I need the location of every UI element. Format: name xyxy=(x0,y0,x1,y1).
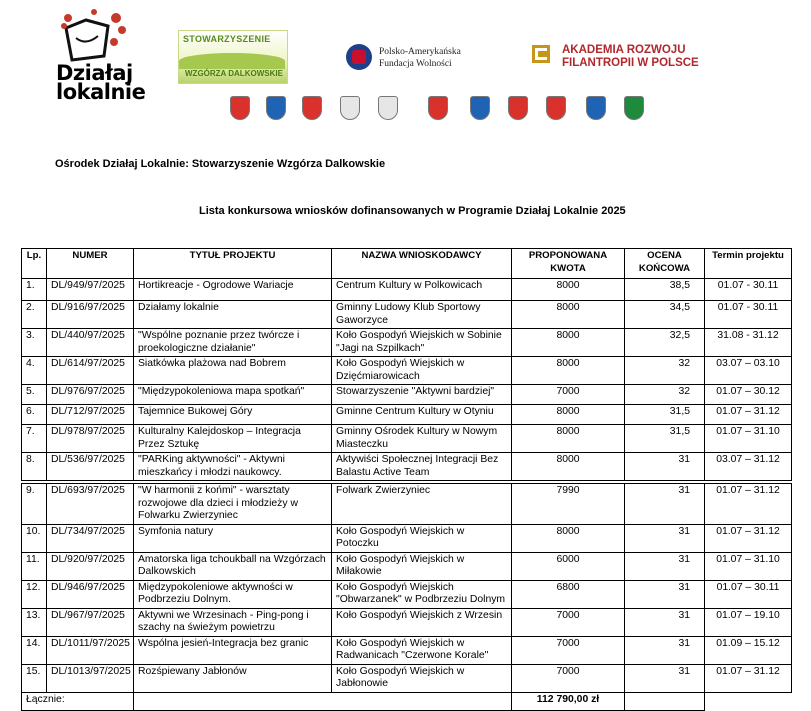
cell-ocena: 32,5 xyxy=(625,329,705,357)
cell-kwota: 8000 xyxy=(512,301,625,329)
cell-numer: DL/916/97/2025 xyxy=(47,301,134,329)
arfp-logo-line1: AKADEMIA ROZWOJU xyxy=(562,44,686,56)
table-row xyxy=(22,329,792,357)
cell-termin: 01.07 – 30.12 xyxy=(705,385,792,405)
cell-lp: 13. xyxy=(22,608,47,636)
cell-lp: 11. xyxy=(22,552,47,580)
cell-ocena: 31 xyxy=(625,453,705,481)
cell-kwota: 7990 xyxy=(512,484,625,525)
table-row xyxy=(22,279,792,301)
cell-nazwa: Koło Gospodyń Wiejskich "Obwarzanek" w Podbrzeziu Dolnym xyxy=(332,580,512,608)
header-numer: NUMER xyxy=(47,249,134,279)
cell-termin: 01.07 - 30.11 xyxy=(705,301,792,329)
stowarzyszenie-logo-line2: WZGÓRZA DALKOWSKIE xyxy=(185,69,283,78)
cell-nazwa: Koło Gospodyń Wiejskich z Wrzesin xyxy=(332,608,512,636)
cell-tytul: Tajemnice Bukowej Góry xyxy=(134,405,332,425)
header-ocena: OCENA KOŃCOWA xyxy=(625,249,705,279)
total-label: Łącznie: xyxy=(22,692,134,710)
cell-numer: DL/1011/97/2025 xyxy=(47,636,134,664)
cell-termin: 01.07 – 30.11 xyxy=(705,580,792,608)
pafw-logo-line1: Polsko-Amerykańska xyxy=(379,47,461,57)
cell-numer: DL/712/97/2025 xyxy=(47,405,134,425)
cell-tytul: "PARKing aktywności" - Aktywni mieszkańcy i młodzi naukowcy. xyxy=(134,453,332,481)
cell-termin: 03.07 – 31.12 xyxy=(705,453,792,481)
centre-name: Ośrodek Działaj Lokalnie: Stowarzyszenie Wzgórza Dalkowskie xyxy=(55,158,386,170)
coat-of-arms-icon xyxy=(508,96,528,120)
cell-tytul: Aktywni we Wrzesinach - Ping-pong i szachy na świeżym powietrzu xyxy=(134,608,332,636)
cell-tytul: Działamy lokalnie xyxy=(134,301,332,329)
cell-numer: DL/614/97/2025 xyxy=(47,357,134,385)
cell-nazwa: Stowarzyszenie "Aktywni bardziej" xyxy=(332,385,512,405)
cell-lp: 14. xyxy=(22,636,47,664)
cell-kwota: 7000 xyxy=(512,608,625,636)
cell-lp: 6. xyxy=(22,405,47,425)
stowarzyszenie-logo-line1: STOWARZYSZENIE xyxy=(183,34,271,44)
dzialaj-lokalnie-logo xyxy=(56,8,146,108)
table-row xyxy=(22,580,792,608)
table-row xyxy=(22,608,792,636)
cell-ocena: 31 xyxy=(625,484,705,525)
cell-kwota: 8000 xyxy=(512,524,625,552)
cell-nazwa: Koło Gospodyń Wiejskich w Miłakowie xyxy=(332,552,512,580)
cell-termin: 03.07 – 03.10 xyxy=(705,357,792,385)
cell-kwota: 8000 xyxy=(512,405,625,425)
table-row xyxy=(22,484,792,525)
cell-nazwa: Gminne Centrum Kultury w Otyniu xyxy=(332,405,512,425)
table-row xyxy=(22,453,792,481)
cell-nazwa: Koło Gospodyń Wiejskich w Jabłonowie xyxy=(332,664,512,692)
pafw-logo xyxy=(346,44,486,72)
cell-termin: 01.07 – 31.12 xyxy=(705,405,792,425)
cell-kwota: 8000 xyxy=(512,357,625,385)
cell-nazwa: Aktywiści Społecznej Integracji Bez Balastu Active Team xyxy=(332,453,512,481)
cell-kwota: 8000 xyxy=(512,425,625,453)
cell-numer: DL/734/97/2025 xyxy=(47,524,134,552)
pafw-flag-icon xyxy=(352,50,366,64)
table-header-row xyxy=(22,249,792,279)
cell-numer: DL/976/97/2025 xyxy=(47,385,134,405)
coat-of-arms-icon xyxy=(586,96,606,120)
cell-ocena: 31 xyxy=(625,552,705,580)
cell-kwota: 8000 xyxy=(512,329,625,357)
cell-kwota: 7000 xyxy=(512,636,625,664)
cell-termin: 31.08 - 31.12 xyxy=(705,329,792,357)
cell-nazwa: Centrum Kultury w Polkowicach xyxy=(332,279,512,301)
cell-tytul: Symfonia natury xyxy=(134,524,332,552)
coat-of-arms-icon xyxy=(470,96,490,120)
cell-ocena: 31 xyxy=(625,580,705,608)
cell-numer: DL/1013/97/2025 xyxy=(47,664,134,692)
cell-numer: DL/946/97/2025 xyxy=(47,580,134,608)
cell-numer: DL/536/97/2025 xyxy=(47,453,134,481)
cell-ocena: 32 xyxy=(625,357,705,385)
table-row xyxy=(22,357,792,385)
table-row xyxy=(22,405,792,425)
cell-tytul: Rozśpiewany Jabłonów xyxy=(134,664,332,692)
cell-lp: 5. xyxy=(22,385,47,405)
cell-lp: 9. xyxy=(22,484,47,525)
coat-of-arms-icon xyxy=(624,96,644,120)
stowarzyszenie-logo xyxy=(178,30,288,84)
cell-numer: DL/920/97/2025 xyxy=(47,552,134,580)
table-row xyxy=(22,301,792,329)
cell-ocena: 31 xyxy=(625,608,705,636)
cell-termin: 01.07 – 31.12 xyxy=(705,524,792,552)
cell-lp: 1. xyxy=(22,279,47,301)
cell-lp: 8. xyxy=(22,453,47,481)
cell-ocena: 31,5 xyxy=(625,425,705,453)
cell-kwota: 7000 xyxy=(512,664,625,692)
cell-termin: 01.07 – 31.12 xyxy=(705,484,792,525)
cell-nazwa: Koło Gospodyń Wiejskich w Radwanicach "Czerwone Korale" xyxy=(332,636,512,664)
list-title: Lista konkursowa wniosków dofinansowanych w Programie Działaj Lokalnie 2025 xyxy=(199,205,626,217)
header-nazwa: NAZWA WNIOSKODAWCY xyxy=(332,249,512,279)
total-value: 112 790,00 zł xyxy=(512,692,625,710)
cell-nazwa: Koło Gospodyń Wiejskich w Sobinie "Jagi na Szpilkach" xyxy=(332,329,512,357)
cell-kwota: 7000 xyxy=(512,385,625,405)
table-row xyxy=(22,552,792,580)
table-row xyxy=(22,425,792,453)
grants-table-part2 xyxy=(21,483,792,711)
cell-termin: 01.07 – 19.10 xyxy=(705,608,792,636)
cell-numer: DL/978/97/2025 xyxy=(47,425,134,453)
cell-termin: 01.07 – 31.10 xyxy=(705,552,792,580)
cell-tytul: "W harmonii z końmi" - warsztaty rozwojowe dla dzieci i młodzieży w Folwarku Zwierzyniec xyxy=(134,484,332,525)
cell-lp: 3. xyxy=(22,329,47,357)
cell-ocena: 31 xyxy=(625,664,705,692)
grants-table-part1 xyxy=(21,248,792,481)
cell-termin: 01.07 – 31.10 xyxy=(705,425,792,453)
coat-of-arms-icon xyxy=(340,96,360,120)
cell-ocena: 34,5 xyxy=(625,301,705,329)
hill-icon xyxy=(179,53,285,69)
coat-of-arms-icon xyxy=(230,96,250,120)
cell-tytul: Amatorska liga tchoukball na Wzgórzach Dalkowskich xyxy=(134,552,332,580)
total-row xyxy=(22,692,792,710)
cell-termin: 01.07 - 30.11 xyxy=(705,279,792,301)
table-row xyxy=(22,385,792,405)
cell-tytul: Wspólna jesień-Integracja bez granic xyxy=(134,636,332,664)
cell-nazwa: Koło Gospodyń Wiejskich w Dzięćmiarowicach xyxy=(332,357,512,385)
cell-termin: 01.09 – 15.12 xyxy=(705,636,792,664)
table-row xyxy=(22,524,792,552)
cell-tytul: Hortikreacje - Ogrodowe Wariacje xyxy=(134,279,332,301)
cell-ocena: 38,5 xyxy=(625,279,705,301)
cell-tytul: Siatkówka plażowa nad Bobrem xyxy=(134,357,332,385)
header-kwota: PROPONOWANA KWOTA xyxy=(512,249,625,279)
coat-of-arms-icon xyxy=(428,96,448,120)
coat-of-arms-icon xyxy=(546,96,566,120)
table-row xyxy=(22,636,792,664)
cell-lp: 7. xyxy=(22,425,47,453)
cell-termin: 01.07 – 31.12 xyxy=(705,664,792,692)
header-tytul: TYTUŁ PROJEKTU xyxy=(134,249,332,279)
cell-kwota: 6800 xyxy=(512,580,625,608)
cell-tytul: Kulturalny Kalejdoskop – Integracja Przez Sztukę xyxy=(134,425,332,453)
cell-lp: 2. xyxy=(22,301,47,329)
cell-lp: 4. xyxy=(22,357,47,385)
cell-tytul: "Wspólne poznanie przez twórcze i proekologiczne działanie" xyxy=(134,329,332,357)
coat-of-arms-icon xyxy=(266,96,286,120)
header-termin: Termin projektu xyxy=(705,249,792,279)
cell-ocena: 32 xyxy=(625,385,705,405)
arfp-logo-line2: FILANTROPII W POLSCE xyxy=(562,57,699,69)
arfp-logo xyxy=(532,42,702,70)
cell-lp: 15. xyxy=(22,664,47,692)
cell-ocena: 31,5 xyxy=(625,405,705,425)
coat-of-arms-icon xyxy=(302,96,322,120)
cell-lp: 12. xyxy=(22,580,47,608)
coat-of-arms-icon xyxy=(378,96,398,120)
cell-numer: DL/949/97/2025 xyxy=(47,279,134,301)
table-row xyxy=(22,664,792,692)
cell-tytul: "Międzypokoleniowa mapa spotkań" xyxy=(134,385,332,405)
cell-numer: DL/693/97/2025 xyxy=(47,484,134,525)
dzialaj-lokalnie-wordmark: Działaj lokalnie xyxy=(56,61,146,104)
cell-numer: DL/967/97/2025 xyxy=(47,608,134,636)
cell-ocena: 31 xyxy=(625,636,705,664)
cell-kwota: 8000 xyxy=(512,279,625,301)
cell-ocena: 31 xyxy=(625,524,705,552)
municipal-crests xyxy=(230,96,650,122)
cell-kwota: 6000 xyxy=(512,552,625,580)
pafw-logo-line2: Fundacja Wolności xyxy=(379,59,452,69)
cell-nazwa: Folwark Zwierzyniec xyxy=(332,484,512,525)
cell-nazwa: Koło Gospodyń Wiejskich w Potoczku xyxy=(332,524,512,552)
cell-kwota: 8000 xyxy=(512,453,625,481)
header-lp: Lp. xyxy=(22,249,47,279)
cell-lp: 10. xyxy=(22,524,47,552)
cell-nazwa: Gminny Ośrodek Kultury w Nowym Miasteczku xyxy=(332,425,512,453)
cell-numer: DL/440/97/2025 xyxy=(47,329,134,357)
cell-tytul: Międzypokoleniowe aktywności w Podbrzeziu Dolnym. xyxy=(134,580,332,608)
cell-nazwa: Gminny Ludowy Klub Sportowy Gaworzyce xyxy=(332,301,512,329)
dzialaj-lokalnie-figure-icon xyxy=(56,8,134,66)
